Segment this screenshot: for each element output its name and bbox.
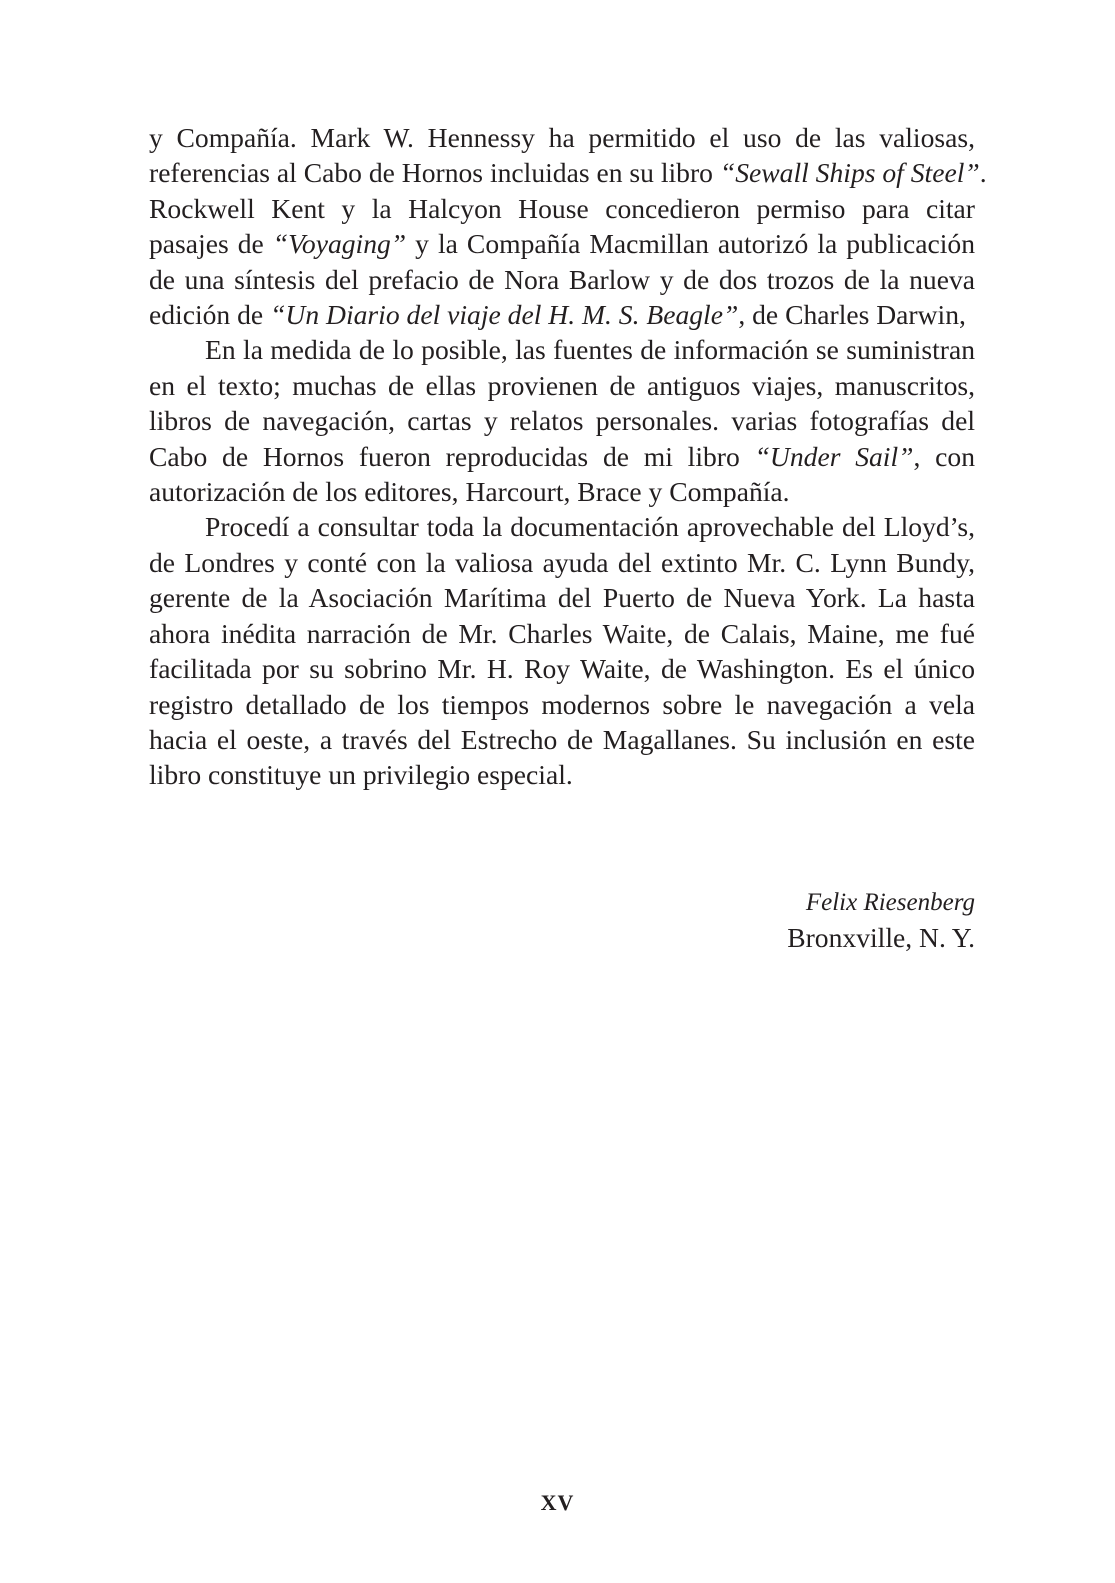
italic-title: “Sewall Ships of Steel”: [719, 157, 980, 189]
text-line: en el texto; muchas de ellas provienen de antiguos viajes, manuscritos,: [149, 369, 975, 401]
text-line: registro detallado de los tiempos modernos sobre le navegación a vela: [149, 688, 975, 720]
text-line: y Compañía. Mark W. Hennessy ha permitido el uso de las valiosas,: [149, 122, 975, 153]
text-line: hacia el oeste, a través del Estrecho de Magallanes. Su inclusión en este: [149, 723, 975, 755]
text-line: edición de “Un Diario del viaje del H. M. S. Beagle”, de Charles Darwin,: [149, 299, 966, 331]
text-line: autorización de los editores, Harcourt, Brace y Compañía.: [149, 476, 790, 508]
body-text: [149, 120, 987, 793]
italic-title: “Under Sail”: [754, 440, 914, 472]
author-name: Felix Riesenberg: [805, 889, 975, 916]
paragraph-1: [149, 120, 987, 332]
page-number: XV: [540, 1490, 575, 1515]
text-line: de Londres y conté con la valiosa ayuda del extinto Mr. C. Lynn Bundy,: [149, 546, 975, 578]
text-line: Rockwell Kent y la Halcyon House concedieron permiso para citar: [149, 192, 975, 224]
italic-title: “Un Diario del viaje del H. M. S. Beagle”: [270, 299, 739, 331]
text-line: referencias al Cabo de Hornos incluidas en su libro “Sewall Ships of Steel”.: [149, 157, 987, 189]
text-line: gerente de la Asociación Marítima del Puerto de Nueva York. La hasta: [149, 582, 975, 614]
paragraph-2: [149, 332, 975, 509]
text-line: Procedí a consultar toda la documentación aprovechable del Lloyd’s,: [205, 511, 975, 543]
text-line: facilitada por su sobrino Mr. H. Roy Waite, de Washington. Es el único: [149, 653, 975, 685]
text-line: libros de navegación, cartas y relatos personales. varias fotografías del: [149, 405, 975, 437]
text-line: pasajes de “Voyaging” y la Compañía Macmillan autorizó la publicación: [149, 228, 975, 260]
italic-title: “Voyaging”: [272, 228, 407, 260]
paragraph-3: [149, 509, 975, 792]
text-line: de una síntesis del prefacio de Nora Barlow y de dos trozos de la nueva: [149, 263, 975, 295]
signature-block: [787, 885, 975, 955]
author-place: Bronxville, N. Y.: [787, 922, 975, 953]
text-line: libro constituye un privilegio especial.: [149, 759, 573, 791]
text-line: En la medida de lo posible, las fuentes de información se suministran: [205, 334, 975, 366]
text-line: ahora inédita narración de Mr. Charles Waite, de Calais, Maine, me fué: [149, 617, 975, 649]
text-line: Cabo de Hornos fueron reproducidas de mi libro “Under Sail”, con: [149, 440, 976, 472]
